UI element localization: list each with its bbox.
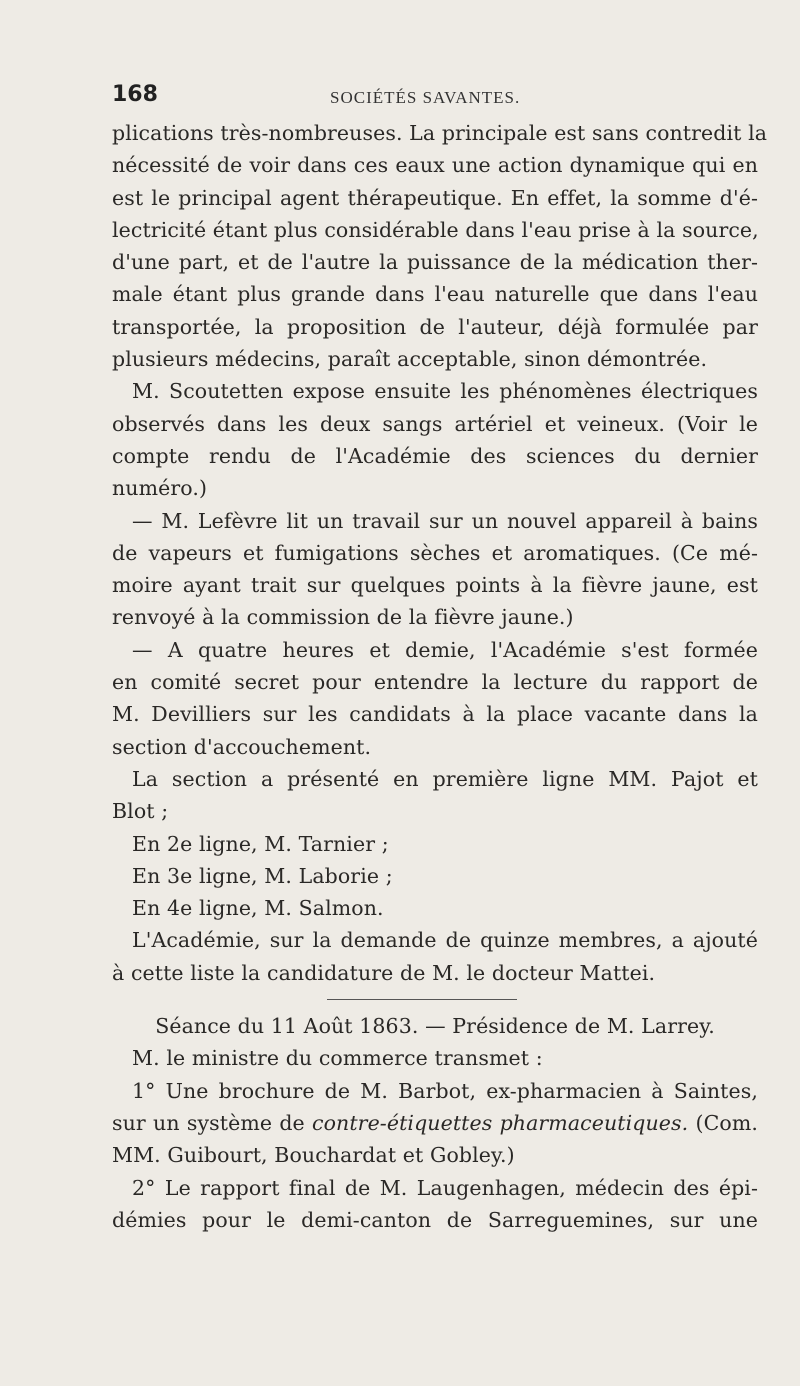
text-line: male étant plus grande dans l'eau naturelle que dans l'eau: [112, 282, 758, 307]
text-line: 1° Une brochure de M. Barbot, ex-pharmacien à Saintes,: [132, 1078, 758, 1103]
text-line: L'Académie, sur la demande de quinze membres, a ajouté: [132, 928, 758, 953]
text-line: En 3e ligne, M. Laborie ;: [132, 863, 393, 888]
italic-title: contre-étiquettes pharmaceutiques.: [312, 1110, 689, 1135]
text-line: nécessité de voir dans ces eaux une action dynamique qui en: [112, 153, 758, 178]
text-line: renvoyé à la commission de la fièvre jaune.): [112, 605, 574, 630]
text-line: transportée, la proposition de l'auteur, déjà formulée par: [112, 314, 758, 339]
text-line: d'une part, et de l'autre la puissance de la médication ther-: [112, 250, 758, 275]
text-line: 2° Le rapport final de M. Laugenhagen, médecin des épi-: [132, 1175, 758, 1200]
text-line: est le principal agent thérapeutique. En effet, la somme d'é-: [112, 185, 758, 210]
page-header: [112, 82, 712, 112]
text-line: de vapeurs et fumigations sèches et aromatiques. (Ce mé-: [112, 540, 758, 565]
text-line: MM. Guibourt, Bouchardat et Gobley.): [112, 1143, 515, 1168]
text-line: moire ayant trait sur quelques points à la fièvre jaune, est: [112, 573, 758, 598]
text-line: plusieurs médecins, paraît acceptable, sinon démontrée.: [112, 347, 708, 372]
text-run: (Com.: [688, 1110, 758, 1135]
text-line: M. le ministre du commerce transmet :: [132, 1046, 543, 1071]
section-divider: [327, 999, 517, 1000]
text-line: démies pour le demi-canton de Sarreguemines, sur une: [112, 1207, 758, 1232]
text-line: section d'accouchement.: [112, 734, 372, 759]
text-line: en comité secret pour entendre la lecture du rapport de: [112, 670, 758, 695]
session-heading: Séance du 11 Août 1863. — Présidence de M. Larrey.: [155, 1014, 715, 1039]
text-line: En 2e ligne, M. Tarnier ;: [132, 831, 389, 856]
text-line: numéro.): [112, 476, 208, 501]
text-line: compte rendu de l'Académie des sciences du dernier: [112, 443, 758, 468]
body-text: [112, 117, 768, 1236]
text-line: — M. Lefèvre lit un travail sur un nouvel appareil à bains: [132, 508, 758, 533]
text-line: M. Devilliers sur les candidats à la place vacante dans la: [112, 702, 758, 727]
text-line: En 4e ligne, M. Salmon.: [132, 896, 384, 921]
text-line: lectricité étant plus considérable dans l'eau prise à la source,: [112, 217, 759, 242]
page-number: 168: [112, 82, 158, 107]
text-line: M. Scoutetten expose ensuite les phénomènes électriques: [132, 379, 758, 404]
text-line: à cette liste la candidature de M. le docteur Mattei.: [112, 960, 656, 985]
text-line-italic: [112, 1107, 758, 1139]
text-line: plications très-nombreuses. La principale est sans contredit la: [112, 121, 768, 145]
running-title: SOCIÉTÉS SAVANTES.: [330, 88, 521, 107]
text-line: Blot ;: [112, 799, 169, 824]
text-line: observés dans les deux sangs artériel et veineux. (Voir le: [112, 411, 758, 436]
text-line: La section a présenté en première ligne MM. Pajot et: [132, 766, 758, 791]
text-line: — A quatre heures et demie, l'Académie s'est formée: [132, 637, 758, 662]
text-run: sur un système de: [112, 1110, 313, 1135]
